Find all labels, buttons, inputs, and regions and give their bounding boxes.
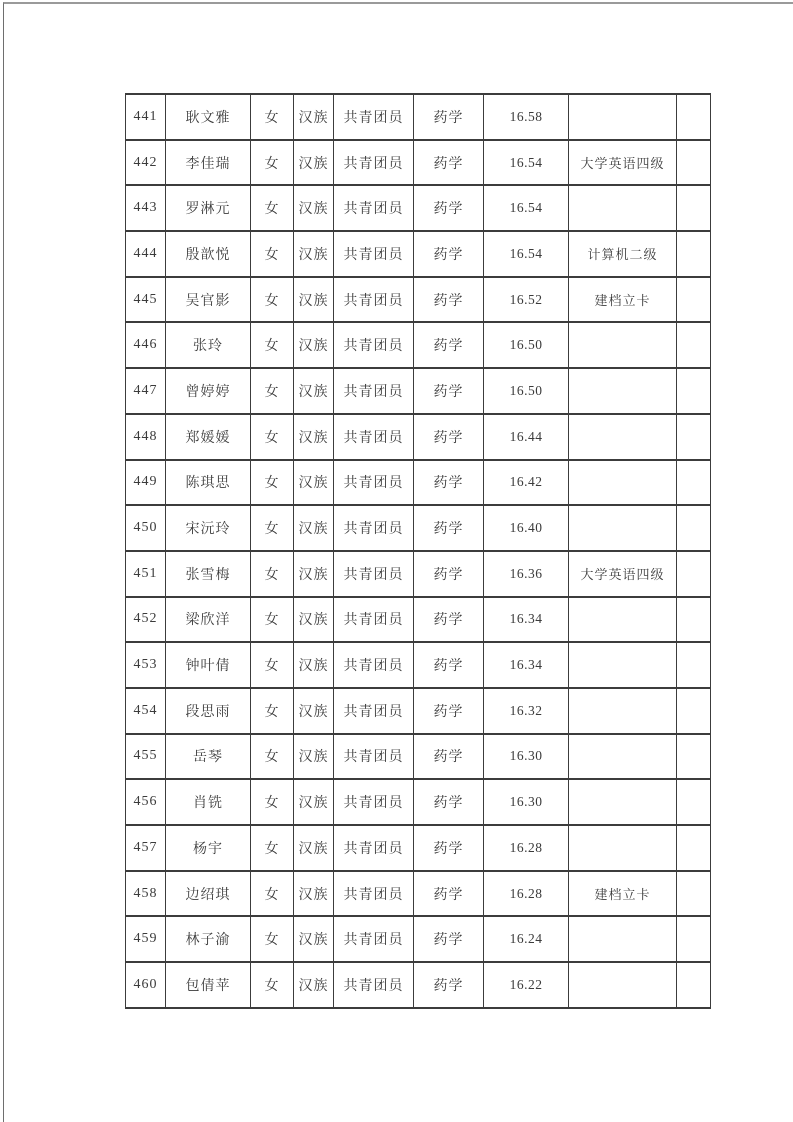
cell-number: 453 — [126, 642, 166, 688]
cell-number: 445 — [126, 277, 166, 323]
cell-score: 16.42 — [484, 460, 569, 506]
cell-major: 药学 — [414, 185, 484, 231]
table-row — [126, 94, 711, 140]
cell-name: 宋沅玲 — [166, 505, 251, 551]
cell-political-status: 共青团员 — [334, 871, 414, 917]
cell-ethnicity: 汉族 — [294, 231, 334, 277]
cell-ethnicity: 汉族 — [294, 94, 334, 140]
cell-extra — [677, 94, 711, 140]
cell-name: 李佳瑞 — [166, 140, 251, 186]
roster-body — [126, 94, 711, 1008]
cell-gender: 女 — [251, 734, 294, 780]
cell-gender: 女 — [251, 94, 294, 140]
cell-major: 药学 — [414, 460, 484, 506]
cell-political-status: 共青团员 — [334, 414, 414, 460]
cell-gender: 女 — [251, 597, 294, 643]
cell-remark — [569, 916, 677, 962]
cell-ethnicity: 汉族 — [294, 962, 334, 1008]
cell-number: 443 — [126, 185, 166, 231]
cell-score: 16.54 — [484, 185, 569, 231]
table-row — [126, 825, 711, 871]
cell-remark — [569, 460, 677, 506]
table-row — [126, 962, 711, 1008]
cell-name: 殷歆悦 — [166, 231, 251, 277]
cell-number: 441 — [126, 94, 166, 140]
cell-gender: 女 — [251, 642, 294, 688]
cell-extra — [677, 231, 711, 277]
cell-number: 452 — [126, 597, 166, 643]
cell-major: 药学 — [414, 597, 484, 643]
cell-ethnicity: 汉族 — [294, 277, 334, 323]
cell-remark — [569, 414, 677, 460]
cell-ethnicity: 汉族 — [294, 779, 334, 825]
cell-political-status: 共青团员 — [334, 460, 414, 506]
cell-name: 段思雨 — [166, 688, 251, 734]
cell-name: 曾婷婷 — [166, 368, 251, 414]
cell-name: 边绍琪 — [166, 871, 251, 917]
cell-extra — [677, 322, 711, 368]
cell-score: 16.36 — [484, 551, 569, 597]
cell-number: 449 — [126, 460, 166, 506]
cell-political-status: 共青团员 — [334, 231, 414, 277]
cell-remark — [569, 779, 677, 825]
cell-remark — [569, 505, 677, 551]
table-row — [126, 597, 711, 643]
cell-score: 16.28 — [484, 871, 569, 917]
cell-political-status: 共青团员 — [334, 368, 414, 414]
cell-number: 444 — [126, 231, 166, 277]
cell-name: 岳琴 — [166, 734, 251, 780]
table-row — [126, 688, 711, 734]
cell-number: 456 — [126, 779, 166, 825]
table-row — [126, 185, 711, 231]
table-row — [126, 231, 711, 277]
student-roster-table — [125, 93, 711, 1009]
cell-remark: 建档立卡 — [569, 277, 677, 323]
cell-major: 药学 — [414, 916, 484, 962]
cell-extra — [677, 368, 711, 414]
cell-gender: 女 — [251, 368, 294, 414]
cell-extra — [677, 551, 711, 597]
cell-score: 16.44 — [484, 414, 569, 460]
cell-political-status: 共青团员 — [334, 140, 414, 186]
cell-number: 448 — [126, 414, 166, 460]
cell-major: 药学 — [414, 231, 484, 277]
cell-name: 张雪梅 — [166, 551, 251, 597]
cell-gender: 女 — [251, 962, 294, 1008]
cell-score: 16.40 — [484, 505, 569, 551]
cell-major: 药学 — [414, 688, 484, 734]
table-row — [126, 277, 711, 323]
cell-extra — [677, 825, 711, 871]
cell-extra — [677, 505, 711, 551]
cell-name: 杨宇 — [166, 825, 251, 871]
cell-political-status: 共青团员 — [334, 825, 414, 871]
cell-major: 药学 — [414, 734, 484, 780]
cell-extra — [677, 414, 711, 460]
cell-gender: 女 — [251, 779, 294, 825]
cell-score: 16.34 — [484, 597, 569, 643]
cell-ethnicity: 汉族 — [294, 642, 334, 688]
cell-ethnicity: 汉族 — [294, 140, 334, 186]
cell-name: 陈琪思 — [166, 460, 251, 506]
cell-political-status: 共青团员 — [334, 962, 414, 1008]
cell-political-status: 共青团员 — [334, 94, 414, 140]
cell-gender: 女 — [251, 322, 294, 368]
cell-score: 16.58 — [484, 94, 569, 140]
cell-political-status: 共青团员 — [334, 277, 414, 323]
cell-score: 16.54 — [484, 231, 569, 277]
cell-number: 454 — [126, 688, 166, 734]
cell-score: 16.22 — [484, 962, 569, 1008]
cell-score: 16.50 — [484, 368, 569, 414]
cell-remark: 计算机二级 — [569, 231, 677, 277]
cell-remark — [569, 322, 677, 368]
cell-ethnicity: 汉族 — [294, 185, 334, 231]
cell-extra — [677, 460, 711, 506]
cell-number: 460 — [126, 962, 166, 1008]
cell-score: 16.52 — [484, 277, 569, 323]
cell-name: 张玲 — [166, 322, 251, 368]
cell-name: 肖铣 — [166, 779, 251, 825]
cell-extra — [677, 916, 711, 962]
cell-extra — [677, 597, 711, 643]
cell-name: 包倩苹 — [166, 962, 251, 1008]
cell-ethnicity: 汉族 — [294, 460, 334, 506]
cell-name: 钟叶倩 — [166, 642, 251, 688]
cell-score: 16.50 — [484, 322, 569, 368]
cell-remark — [569, 688, 677, 734]
cell-ethnicity: 汉族 — [294, 916, 334, 962]
cell-political-status: 共青团员 — [334, 322, 414, 368]
table-row — [126, 551, 711, 597]
cell-remark — [569, 825, 677, 871]
cell-political-status: 共青团员 — [334, 505, 414, 551]
cell-remark: 大学英语四级 — [569, 551, 677, 597]
cell-major: 药学 — [414, 551, 484, 597]
cell-number: 450 — [126, 505, 166, 551]
cell-political-status: 共青团员 — [334, 551, 414, 597]
cell-gender: 女 — [251, 871, 294, 917]
cell-remark — [569, 185, 677, 231]
cell-gender: 女 — [251, 688, 294, 734]
cell-political-status: 共青团员 — [334, 779, 414, 825]
cell-remark — [569, 368, 677, 414]
cell-major: 药学 — [414, 505, 484, 551]
cell-major: 药学 — [414, 368, 484, 414]
cell-score: 16.28 — [484, 825, 569, 871]
cell-number: 442 — [126, 140, 166, 186]
cell-score: 16.54 — [484, 140, 569, 186]
cell-political-status: 共青团员 — [334, 597, 414, 643]
cell-gender: 女 — [251, 825, 294, 871]
table-row — [126, 642, 711, 688]
cell-major: 药学 — [414, 277, 484, 323]
cell-name: 林子渝 — [166, 916, 251, 962]
cell-remark — [569, 734, 677, 780]
cell-political-status: 共青团员 — [334, 734, 414, 780]
cell-name: 郑媛媛 — [166, 414, 251, 460]
cell-ethnicity: 汉族 — [294, 871, 334, 917]
cell-ethnicity: 汉族 — [294, 597, 334, 643]
cell-major: 药学 — [414, 94, 484, 140]
cell-extra — [677, 642, 711, 688]
cell-gender: 女 — [251, 505, 294, 551]
cell-gender: 女 — [251, 185, 294, 231]
cell-political-status: 共青团员 — [334, 688, 414, 734]
cell-ethnicity: 汉族 — [294, 825, 334, 871]
cell-gender: 女 — [251, 140, 294, 186]
cell-remark — [569, 597, 677, 643]
cell-score: 16.24 — [484, 916, 569, 962]
cell-political-status: 共青团员 — [334, 916, 414, 962]
table-row — [126, 779, 711, 825]
table-row — [126, 368, 711, 414]
cell-ethnicity: 汉族 — [294, 414, 334, 460]
table-row — [126, 322, 711, 368]
cell-ethnicity: 汉族 — [294, 322, 334, 368]
cell-remark — [569, 94, 677, 140]
cell-name: 罗淋元 — [166, 185, 251, 231]
cell-extra — [677, 277, 711, 323]
cell-extra — [677, 140, 711, 186]
cell-political-status: 共青团员 — [334, 642, 414, 688]
cell-major: 药学 — [414, 962, 484, 1008]
cell-name: 梁欣洋 — [166, 597, 251, 643]
table-row — [126, 734, 711, 780]
cell-extra — [677, 962, 711, 1008]
cell-ethnicity: 汉族 — [294, 505, 334, 551]
cell-extra — [677, 688, 711, 734]
cell-score: 16.34 — [484, 642, 569, 688]
cell-gender: 女 — [251, 460, 294, 506]
cell-number: 451 — [126, 551, 166, 597]
cell-gender: 女 — [251, 277, 294, 323]
cell-major: 药学 — [414, 871, 484, 917]
cell-extra — [677, 185, 711, 231]
cell-remark — [569, 642, 677, 688]
table-row — [126, 871, 711, 917]
cell-number: 458 — [126, 871, 166, 917]
cell-political-status: 共青团员 — [334, 185, 414, 231]
table-row — [126, 505, 711, 551]
table-row — [126, 414, 711, 460]
cell-major: 药学 — [414, 322, 484, 368]
cell-number: 459 — [126, 916, 166, 962]
cell-gender: 女 — [251, 231, 294, 277]
cell-score: 16.30 — [484, 734, 569, 780]
cell-ethnicity: 汉族 — [294, 688, 334, 734]
cell-gender: 女 — [251, 414, 294, 460]
cell-major: 药学 — [414, 140, 484, 186]
table-row — [126, 460, 711, 506]
cell-number: 457 — [126, 825, 166, 871]
table-row — [126, 916, 711, 962]
cell-gender: 女 — [251, 916, 294, 962]
cell-number: 447 — [126, 368, 166, 414]
cell-remark: 大学英语四级 — [569, 140, 677, 186]
cell-name: 耿文雅 — [166, 94, 251, 140]
table-row — [126, 140, 711, 186]
cell-major: 药学 — [414, 414, 484, 460]
cell-extra — [677, 734, 711, 780]
cell-ethnicity: 汉族 — [294, 368, 334, 414]
cell-major: 药学 — [414, 642, 484, 688]
cell-major: 药学 — [414, 779, 484, 825]
cell-extra — [677, 779, 711, 825]
cell-gender: 女 — [251, 551, 294, 597]
cell-remark: 建档立卡 — [569, 871, 677, 917]
cell-extra — [677, 871, 711, 917]
cell-number: 455 — [126, 734, 166, 780]
cell-score: 16.30 — [484, 779, 569, 825]
cell-ethnicity: 汉族 — [294, 551, 334, 597]
cell-ethnicity: 汉族 — [294, 734, 334, 780]
cell-major: 药学 — [414, 825, 484, 871]
cell-score: 16.32 — [484, 688, 569, 734]
cell-remark — [569, 962, 677, 1008]
cell-number: 446 — [126, 322, 166, 368]
cell-name: 吴官影 — [166, 277, 251, 323]
